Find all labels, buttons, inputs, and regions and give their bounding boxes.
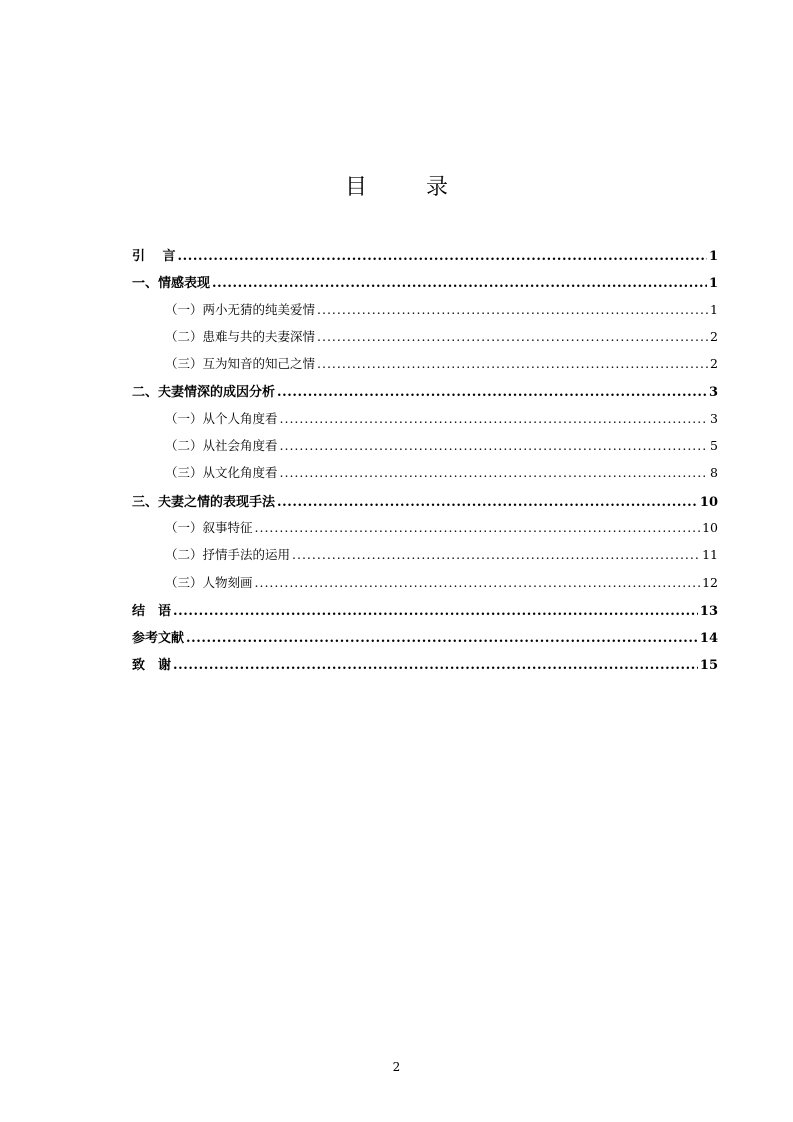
toc-entry-label: 参考文献 [132, 631, 185, 647]
toc-entry-label: （一）两小无猜的纯美爱情 [165, 301, 316, 317]
toc-entry-page: 5 [710, 438, 718, 454]
toc-entry-page: 11 [702, 547, 718, 563]
dot-leader [173, 658, 698, 673]
dot-leader [280, 438, 709, 453]
toc-entry-page: 1 [708, 276, 718, 292]
toc-entry-page: 13 [699, 603, 718, 619]
dot-leader [277, 385, 707, 400]
toc-entry[interactable] [132, 600, 718, 627]
toc-entry-page: 14 [699, 631, 718, 647]
dot-leader [186, 631, 698, 646]
toc-entry[interactable] [132, 545, 718, 572]
toc-entry[interactable] [132, 245, 718, 272]
toc-entry-label: （二）从社会角度看 [165, 438, 278, 454]
toc-entry-page: 10 [702, 519, 718, 535]
toc-entry-label: 结 语 [132, 603, 172, 619]
toc-entry[interactable] [132, 300, 718, 327]
dot-leader [292, 547, 700, 562]
toc-entry[interactable] [132, 272, 718, 299]
toc-entry-page: 8 [710, 465, 718, 481]
toc-entry-label: 致 谢 [132, 658, 172, 674]
toc-entry-page: 1 [710, 301, 718, 317]
toc-entry[interactable] [132, 409, 718, 436]
dot-leader [280, 411, 709, 426]
toc-entry-label: 三、夫妻之情的表现手法 [132, 494, 276, 510]
toc-entry[interactable] [132, 381, 718, 408]
toc-entry[interactable] [132, 654, 718, 681]
toc-entry-page: 2 [710, 328, 718, 344]
page-number: 2 [392, 1060, 401, 1074]
toc-entry[interactable] [132, 327, 718, 354]
toc-entry[interactable] [132, 463, 718, 490]
toc-entry-page: 2 [710, 356, 718, 372]
table-of-contents [132, 245, 718, 682]
toc-entry-label: （三）从文化角度看 [165, 465, 278, 481]
toc-entry-label: （三）互为知音的知己之情 [165, 356, 316, 372]
toc-entry-page: 15 [699, 658, 718, 674]
toc-entry[interactable] [132, 518, 718, 545]
toc-entry-label: 二、夫妻情深的成因分析 [132, 385, 276, 401]
dot-leader [317, 356, 708, 371]
toc-entry[interactable] [132, 491, 718, 518]
dot-leader [173, 604, 698, 619]
toc-entry-page: 3 [710, 410, 718, 426]
toc-entry-label: （三）人物刻画 [165, 574, 253, 590]
toc-entry[interactable] [132, 354, 718, 381]
toc-entry-label: 一、情感表现 [132, 276, 211, 292]
dot-leader [178, 249, 707, 264]
toc-entry[interactable] [132, 436, 718, 463]
toc-title: 目 录 [345, 175, 474, 200]
dot-leader [255, 520, 701, 535]
toc-entry-label: （二）患难与共的夫妻深情 [165, 328, 316, 344]
dot-leader [280, 465, 709, 480]
dot-leader [255, 575, 701, 590]
dot-leader [317, 302, 708, 317]
dot-leader [212, 276, 707, 291]
toc-entry-label: 引 言 [132, 249, 176, 264]
toc-entry-page: 12 [702, 574, 718, 590]
toc-entry-page: 1 [708, 249, 718, 264]
toc-entry-page: 10 [699, 494, 718, 510]
toc-entry-label: （一）叙事特征 [165, 519, 253, 535]
toc-entry-page: 3 [708, 385, 718, 401]
dot-leader [317, 329, 708, 344]
dot-leader [277, 495, 698, 510]
toc-entry-label: （二）抒情手法的运用 [165, 547, 291, 563]
toc-entry[interactable] [132, 627, 718, 654]
toc-entry-label: （一）从个人角度看 [165, 410, 278, 426]
toc-entry[interactable] [132, 573, 718, 600]
